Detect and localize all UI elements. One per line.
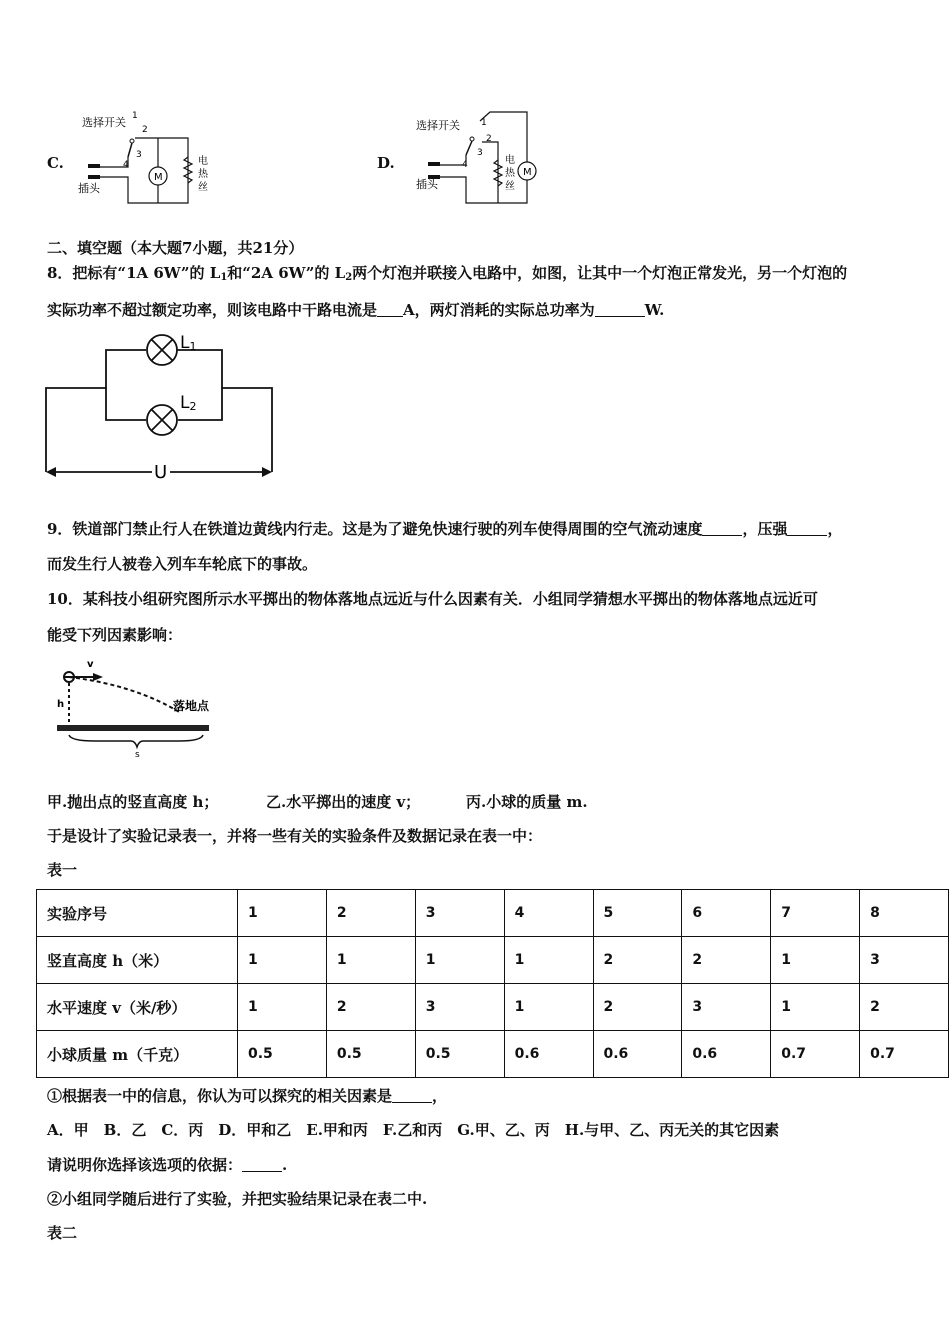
terminal-2: 2 <box>486 134 492 144</box>
table-row: 实验序号 1 2 3 4 5 6 7 8 <box>37 890 949 937</box>
option-d-label: D. <box>377 154 395 172</box>
factor-height: 甲.抛出点的竖直高度 h； <box>47 793 219 811</box>
factor-mass: 丙.小球的质量 m. <box>466 793 588 811</box>
factor-velocity: 乙.水平掷出的速度 v； <box>266 793 421 811</box>
terminal-3: 3 <box>136 150 142 160</box>
option-c-label: C. <box>47 154 64 172</box>
svg-text:热: 热 <box>505 168 515 179</box>
reason-line: 请说明你选择该选项的依据： . <box>47 1156 288 1174</box>
answer-choices: A．甲 B．乙 C．丙 D．甲和乙 E.甲和丙 F.乙和丙 G.甲、乙、丙 H.与甲、乙、丙无关的其它因素 <box>47 1121 780 1139</box>
lamp-l2-icon <box>147 405 177 435</box>
table-row: 水平速度 v（米/秒） 1 2 3 1 2 3 1 2 <box>37 984 949 1031</box>
terminal-3: 3 <box>477 148 483 158</box>
table-row: 小球质量 m（千克） 0.5 0.5 0.5 0.6 0.6 0.6 0.7 0.7 <box>37 1031 949 1078</box>
distance-label: s <box>135 750 140 760</box>
answer-blank[interactable] <box>787 521 827 536</box>
option-c-circuit-figure <box>70 105 220 210</box>
svg-text:M: M <box>154 172 163 183</box>
answer-blank[interactable] <box>595 302 645 317</box>
q8-line1: 8．把标有“1A 6W”的 $L_1$和“2A 6W”的 $L_2$两个灯泡并联接入电路中，如图，让其中一个灯泡正常发光，另一个灯泡的 <box>47 264 848 283</box>
plug-label: 插头 <box>78 182 100 195</box>
projectile-figure <box>55 655 235 760</box>
lamp-l1-icon <box>147 335 177 365</box>
q10-line1: 10．某科技小组研究图所示水平掷出的物体落地点远近与什么因素有关．小组同学猜想水平掷出的物体落地点远近可 <box>47 590 818 608</box>
svg-text:丝: 丝 <box>198 182 208 193</box>
terminal-2: 2 <box>142 125 148 135</box>
svg-text:丝: 丝 <box>505 181 515 192</box>
experiment-table-1 <box>36 889 949 1078</box>
terminal-4: 4 <box>462 160 468 170</box>
section-title: 二、填空题（本大题7小题，共21分） <box>47 239 304 257</box>
plug-label: 插头 <box>416 178 438 191</box>
q8-line2: 实际功率不超过额定功率，则该电路中干路电流是 A，两灯消耗的实际总功率为 W. <box>47 301 665 319</box>
table2-title: 表二 <box>47 1224 78 1242</box>
svg-text:M: M <box>523 167 532 178</box>
q9-line2: 而发生行人被卷入列车车轮底下的事故。 <box>47 555 318 573</box>
svg-text:电: 电 <box>198 156 208 167</box>
svg-text:热: 热 <box>198 169 208 180</box>
voltage-label: U <box>154 462 168 483</box>
q10-line2: 能受下列因素影响： <box>47 626 183 644</box>
design-text: 于是设计了实验记录表一，并将一些有关的实验条件及数据记录在表一中： <box>47 827 543 845</box>
sub-question-1: ①根据表一中的信息，你认为可以探究的相关因素是 ， <box>47 1087 448 1105</box>
parallel-circuit-figure <box>40 326 280 486</box>
svg-text:电: 电 <box>505 155 515 166</box>
table1-title: 表一 <box>47 861 78 879</box>
l1-label: L1 <box>180 333 197 353</box>
height-label: h <box>57 699 65 710</box>
switch-label: 选择开关 <box>82 116 126 129</box>
answer-blank[interactable] <box>702 521 742 536</box>
q9-line1: 9．铁道部门禁止行人在铁道边黄线内行走。这是为了避免快速行驶的列车使得周围的空气流动速度 ，压强 ， <box>47 520 843 538</box>
velocity-label: v <box>87 659 94 670</box>
answer-blank[interactable] <box>242 1157 282 1172</box>
landing-point-label: 落地点 <box>173 699 210 713</box>
terminal-4: 4 <box>123 160 129 170</box>
sub-question-2: ②小组同学随后进行了实验，并把实验结果记录在表二中. <box>47 1190 428 1208</box>
answer-blank[interactable] <box>377 302 403 317</box>
answer-blank[interactable] <box>392 1088 432 1103</box>
table-row: 竖直高度 h（米） 1 1 1 1 2 2 1 3 <box>37 937 949 984</box>
l2-label: L2 <box>180 393 197 413</box>
switch-label: 选择开关 <box>416 119 460 132</box>
terminal-1: 1 <box>132 111 138 121</box>
terminal-1: 1 <box>481 118 487 128</box>
option-d-circuit-figure <box>410 105 560 210</box>
